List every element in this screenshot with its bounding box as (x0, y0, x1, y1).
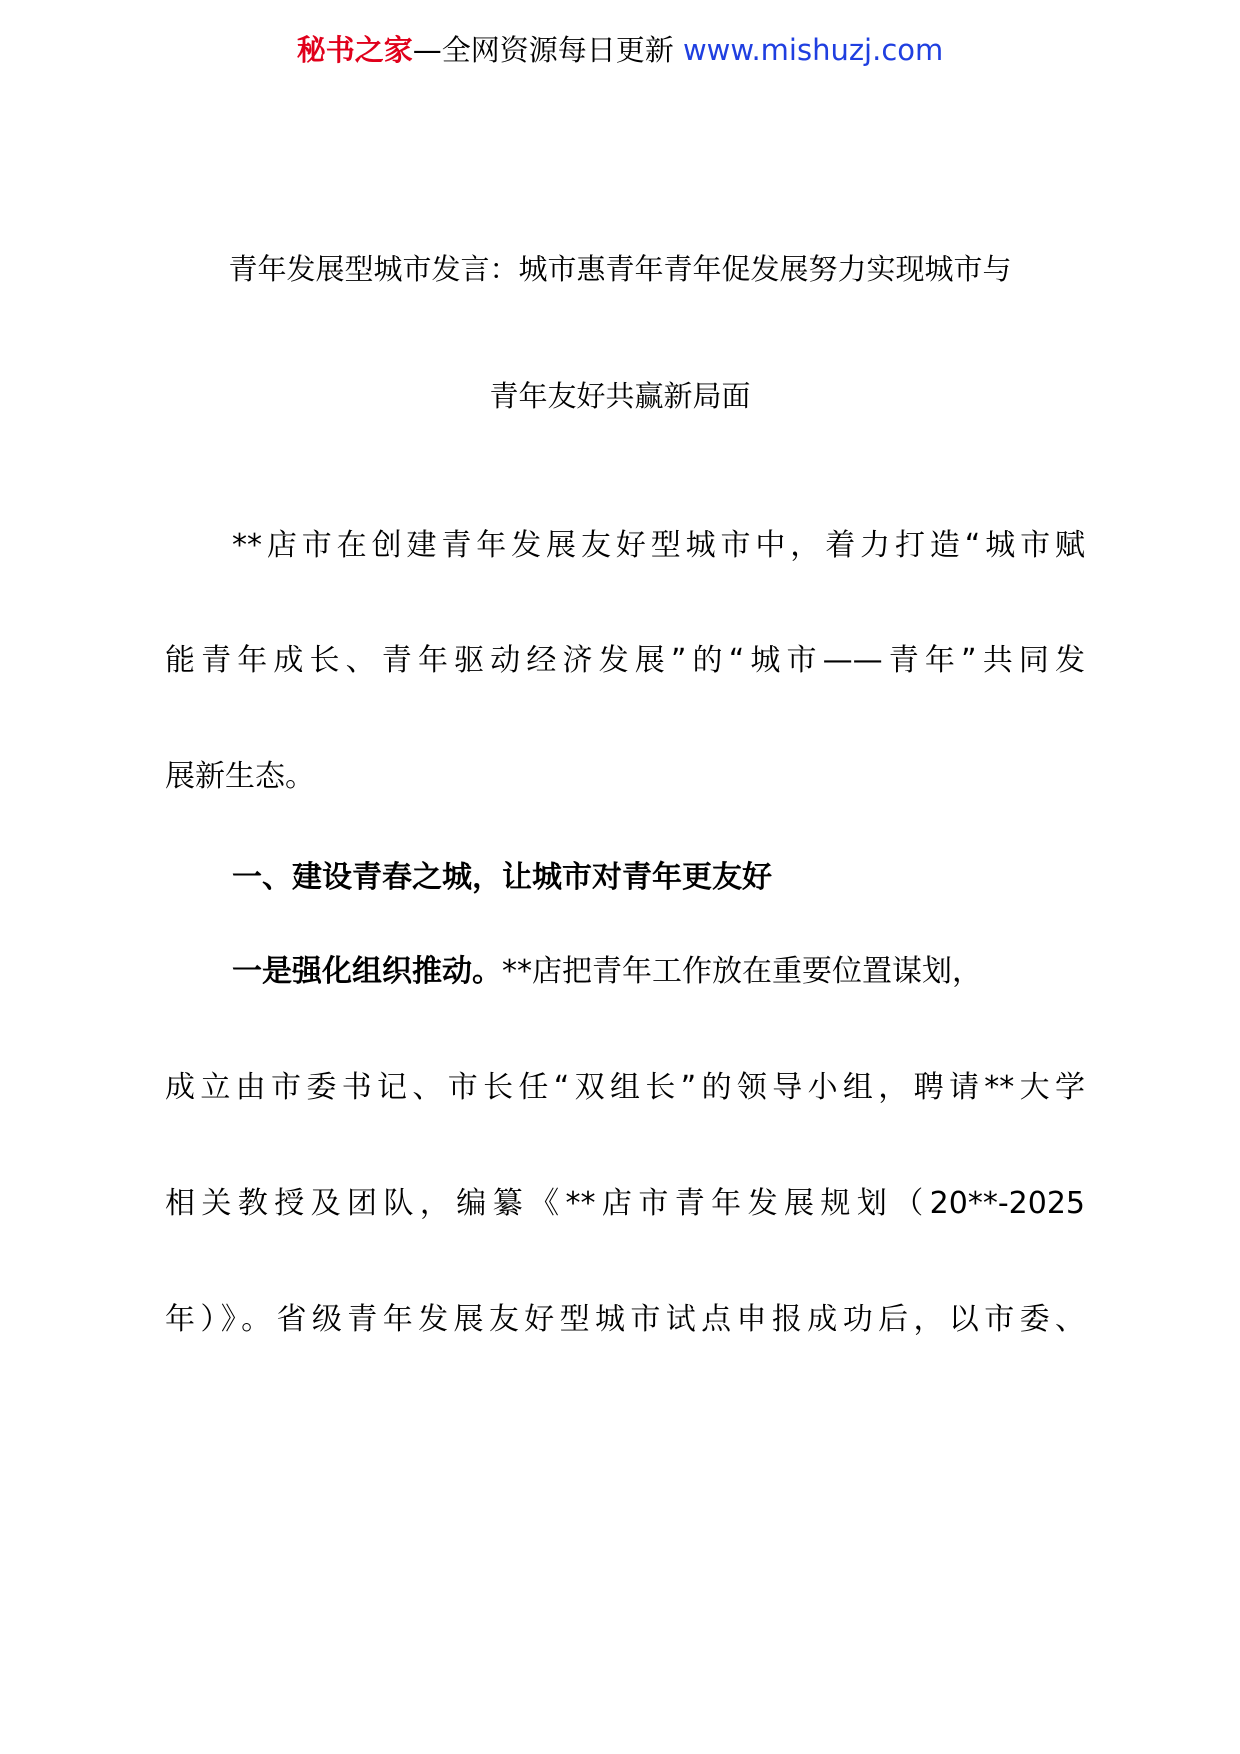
paragraph-2-line-1 (232, 950, 1085, 994)
paragraph-2-line-2: 成立由市委书记、市长任“双组长”的领导小组，聘请**大学 (165, 1070, 1085, 1105)
paragraph-2-line-3: 相关教授及团队，编纂《**店市青年发展规划（20**-2025 (165, 1186, 1085, 1221)
site-brand: 秘书之家 (296, 33, 413, 67)
site-tagline: —全网资源每日更新 (412, 33, 674, 67)
section-1-heading: 一、建设青春之城，让城市对青年更友好 (232, 860, 772, 895)
document-title-line-2: 青年友好共赢新局面 (489, 379, 751, 413)
site-url-link[interactable]: www.mishuzj.com (682, 33, 944, 67)
paragraph-2-line-4: 年）》。省级青年发展友好型城市试点申报成功后，以市委、 (165, 1302, 1085, 1337)
document-title-line-1: 青年发展型城市发言：城市惠青年青年促发展努力实现城市与 (228, 252, 1012, 286)
paragraph-1-line-3: 展新生态。 (165, 759, 315, 794)
paragraph-1-line-2: 能青年成长、青年驱动经济发展”的“城市——青年”共同发 (165, 643, 1085, 678)
paragraph-2-lead: 一是强化组织推动。 (232, 954, 502, 989)
paragraph-2-line-1-text: **店把青年工作放在重要位置谋划， (502, 954, 982, 989)
paragraph-1-line-1: **店市在创建青年发展友好型城市中，着力打造“城市赋 (232, 528, 1085, 563)
site-header (0, 30, 1240, 70)
